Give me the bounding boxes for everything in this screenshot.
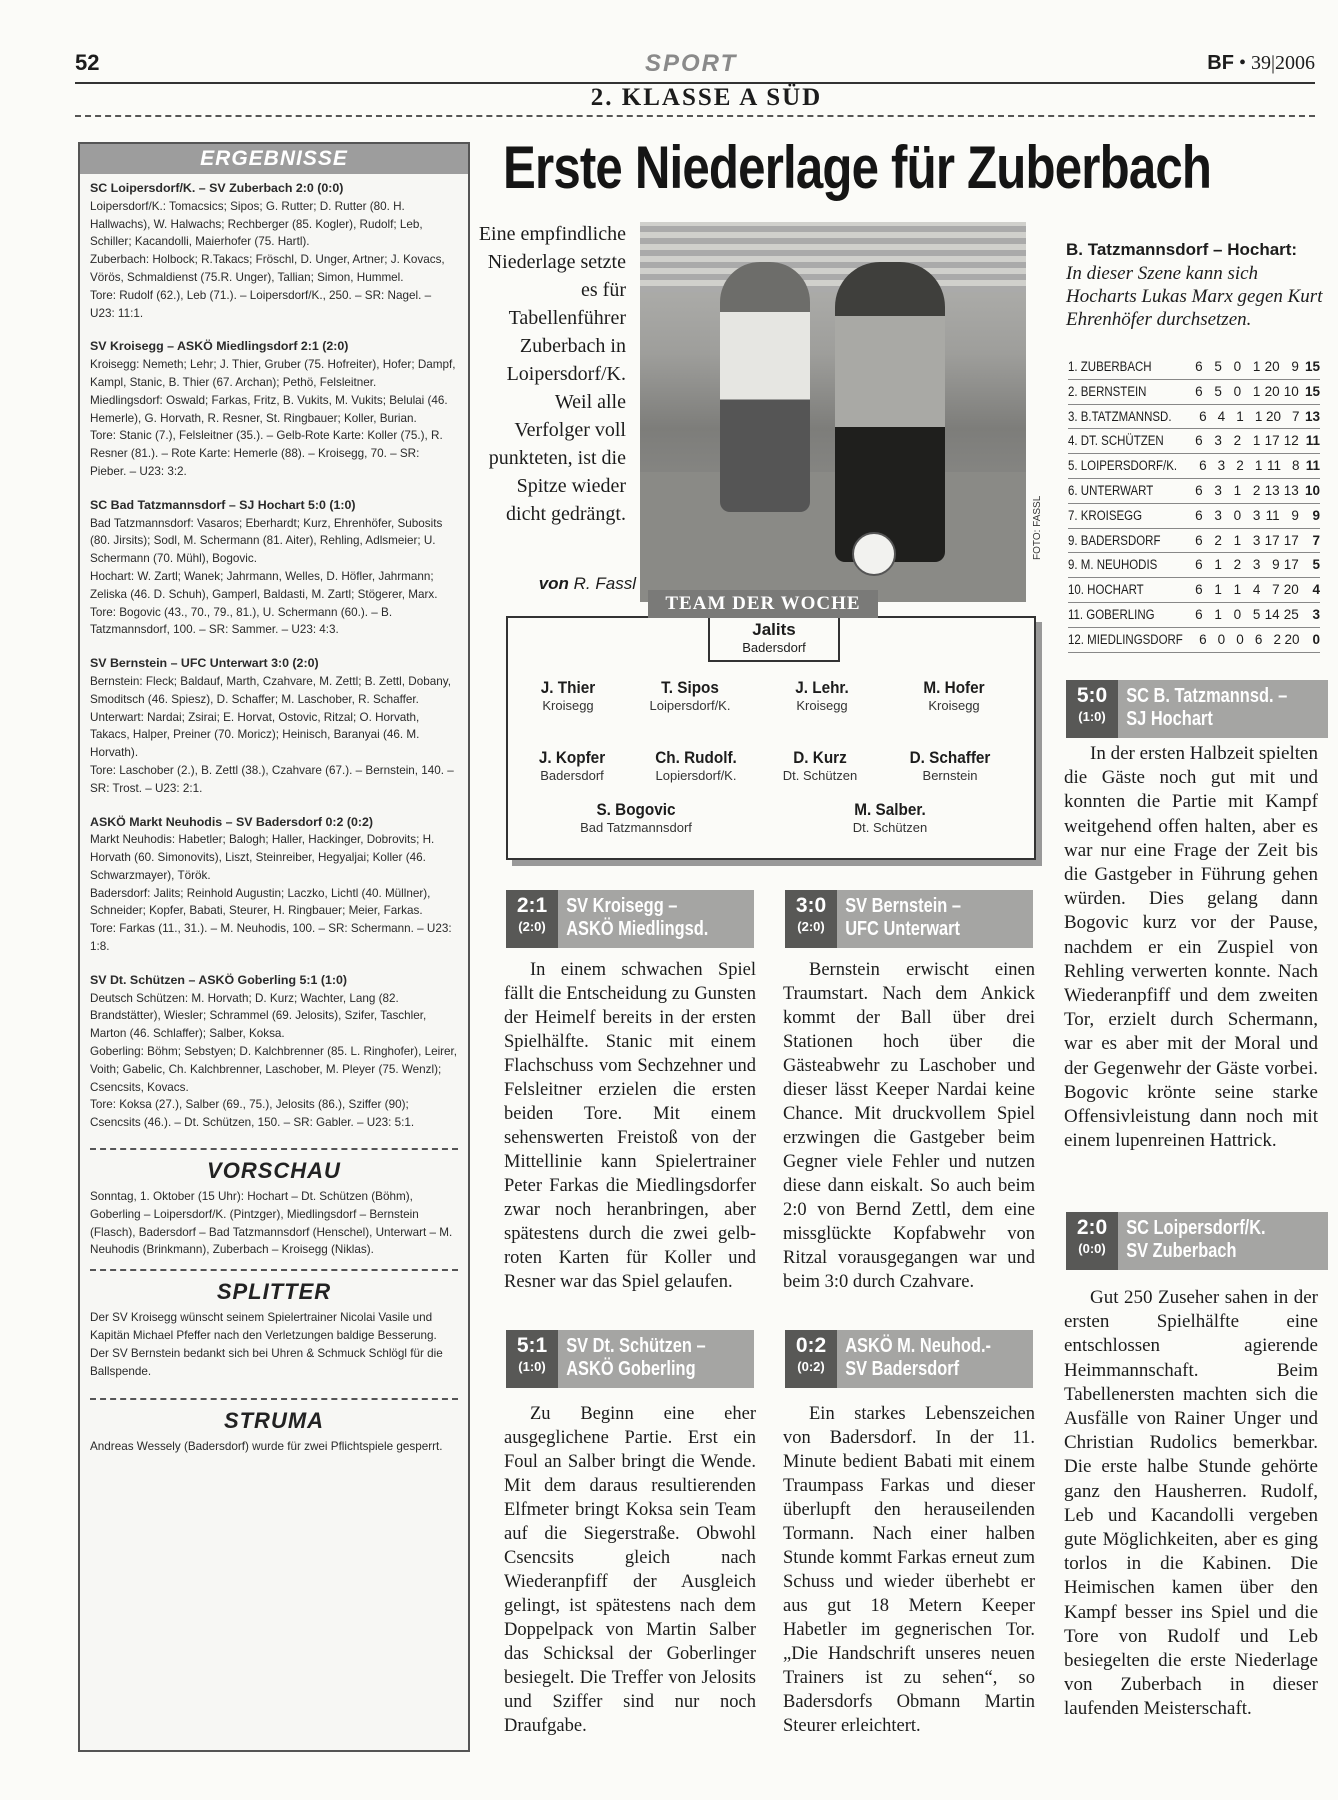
standings-u: 1 bbox=[1233, 482, 1242, 498]
standings-points: 15 bbox=[1304, 359, 1320, 374]
player bbox=[566, 800, 706, 835]
standings-team bbox=[1068, 504, 1166, 528]
standings-gf: 20 bbox=[1265, 408, 1281, 424]
standings-u: 0 bbox=[1236, 631, 1244, 647]
standings-ga: 17 bbox=[1283, 557, 1299, 573]
report-teams bbox=[837, 890, 961, 948]
standings-team-name: ZUBERBACH bbox=[1080, 359, 1152, 374]
player bbox=[626, 748, 766, 783]
team-of-week-title: TEAM DER WOCHE bbox=[648, 590, 878, 618]
standings-ga: 10 bbox=[1283, 383, 1299, 399]
standings-team bbox=[1068, 578, 1166, 602]
report-score bbox=[1066, 1212, 1118, 1270]
lineup-home: Bernstein: Fleck; Baldauf, Marth, Czahvare, M. Zettl; B. Zettl, Dobany, Smoditsch (46. Spiesz), D. Schaffer; M. Laschober, R. Schaffer. bbox=[90, 674, 451, 706]
away-team: SJ Hochart bbox=[1126, 708, 1213, 730]
standings-n: 4 bbox=[1252, 582, 1261, 598]
player-club: Badersdorf bbox=[540, 768, 604, 783]
half-score: (0:0) bbox=[1078, 1241, 1106, 1256]
report-teams bbox=[558, 1330, 706, 1388]
standings-ga: 9 bbox=[1291, 359, 1299, 374]
half-score: (2:0) bbox=[518, 919, 546, 934]
standings-points: 9 bbox=[1312, 507, 1320, 523]
struma-section bbox=[90, 1398, 458, 1456]
match-result bbox=[90, 655, 458, 797]
report-text bbox=[783, 958, 1035, 1294]
standings-team bbox=[1068, 529, 1166, 553]
standings-sp: 6 bbox=[1195, 433, 1203, 449]
goalkeeper-box bbox=[708, 618, 840, 662]
standings-row bbox=[1068, 355, 1320, 380]
standings-u: 1 bbox=[1236, 408, 1244, 424]
publication-name: BF bbox=[1207, 52, 1234, 74]
standings-u: 0 bbox=[1233, 359, 1242, 374]
photo-ball bbox=[852, 532, 896, 576]
photo-player-right bbox=[835, 262, 945, 562]
standings-team-name: HOCHART bbox=[1087, 582, 1144, 598]
photo-pitch bbox=[640, 472, 1026, 602]
standings-ga: 20 bbox=[1284, 631, 1300, 647]
standings-row bbox=[1068, 479, 1320, 504]
home-team: SV Bernstein – bbox=[845, 895, 961, 917]
report-text bbox=[783, 1402, 1035, 1738]
photo-credit: FOTO: FASSL bbox=[1032, 495, 1043, 560]
standings-team-name: BERNSTEIN bbox=[1080, 383, 1147, 399]
player-name: J. Thier bbox=[540, 678, 596, 697]
struma-text: Andreas Wessely (Badersdorf) wurde für zwei Pflichtspiele gesperrt. bbox=[90, 1440, 443, 1454]
standings-rank: 11. bbox=[1068, 606, 1084, 622]
lineup-home: Bad Tatzmannsdorf: Vasaros; Eberhardt; Kurz, Ehrenhöfer, Subosits (80. Jirsits); Sodl, M. Schermann (81. Aiter), Rehling, Adlsmeier; U. Schermann (70. Mühl), Bogovic. bbox=[90, 516, 443, 566]
splitter-title: SPLITTER bbox=[216, 1279, 332, 1305]
match-goals: Tore: Stanic (7.), Felsleitner (35.). – Gelb-Rote Karte: Koller (75.), R. Resner (81.). – Rote Karte: Hemerle (88). – Kroisegg, 70. – SR: Pieber. – U23: 3:2. bbox=[90, 429, 443, 478]
report-text bbox=[1064, 742, 1318, 1153]
home-team: SV Dt. Schützen – bbox=[566, 1335, 706, 1357]
page-header bbox=[75, 50, 1315, 82]
standings-team bbox=[1068, 454, 1178, 478]
standings-points: 7 bbox=[1312, 532, 1320, 548]
standings-gf: 2 bbox=[1273, 631, 1281, 647]
standings-sp: 6 bbox=[1199, 631, 1207, 647]
standings-points: 5 bbox=[1312, 557, 1320, 573]
lineup-away: Unterwart: Nardai; Zsirai; E. Horvat, Ostovic, Ritzal; O. Horvath, Takacs, Halper, Preiner (70. Moricz); Heinisch, Baranyai (46. M. Horvath). bbox=[90, 710, 420, 760]
standings-gf: 13 bbox=[1264, 482, 1280, 498]
report-teams bbox=[558, 890, 708, 948]
standings-points: 11 bbox=[1305, 433, 1320, 449]
match-goals: Tore: Bogovic (43., 70., 79., 81.), U. Schermann (60.). – B. Tatzmannsdorf, 100. – SR: Sammer. – U23: 4:3. bbox=[90, 605, 393, 637]
standings-sp: 6 bbox=[1195, 359, 1203, 374]
lineup-away: Badersdorf: Jalits; Reinhold Augustin; Laczko, Lichtl (40. Müllner), Schneider; Kopfer, Babati, Steurer, H. Ringbauer; Meier, Farkas. bbox=[90, 886, 431, 918]
issue-info bbox=[1207, 52, 1315, 75]
standings-row bbox=[1068, 405, 1320, 430]
report-body: Zu Beginn eine eher ausgeglichene Partie. Erst ein Foul an Salber bringt die Wende. Mit dem daraus resultierenden Elfmeter bringt Koksa sein Team auf die Siegerstraße. Obwohl Csencsits gleich nach Wiederanpfiff der Ausgleich gelingt, ist spätestens nach dem Doppelpack von Martin Salber das Schicksal der Goberlinger besiegelt. Die Treffer von Jelosits und Sziffer sind nur noch Draufgabe. bbox=[504, 1404, 756, 1736]
standings-row bbox=[1068, 603, 1320, 628]
standings-team-name: DT. SCHÜTZEN bbox=[1080, 433, 1164, 449]
results-title: ERGEBNISSE bbox=[80, 144, 468, 174]
lineup-home: Markt Neuhodis: Habetler; Balogh; Haller, Hackinger, Dobrovits; H. Horvath (60. Simonovits), Liszt, Steinreiber, Hegyaljai; Koller (46. Schwarzmayer), Török. bbox=[90, 833, 435, 882]
standings-ga: 17 bbox=[1283, 532, 1299, 548]
byline bbox=[478, 574, 636, 594]
standings-row bbox=[1068, 380, 1320, 405]
player-club: Bad Tatzmannsdorf bbox=[580, 820, 692, 835]
standings-points: 11 bbox=[1305, 458, 1321, 474]
standings-rank: 9. bbox=[1068, 532, 1078, 548]
separator: • bbox=[1238, 52, 1246, 74]
standings-rank: 7. bbox=[1068, 507, 1078, 523]
match-title: SV Bernstein – UFC Unterwart 3:0 (2:0) bbox=[90, 656, 319, 671]
standings-n: 6 bbox=[1254, 631, 1263, 647]
report-score bbox=[506, 1330, 558, 1388]
standings-team bbox=[1068, 628, 1183, 652]
preview-text: Sonntag, 1. Oktober (15 Uhr): Hochart – Dt. Schützen (Böhm), Goberling – Loipersdorf/K. (Pintzger), Miedlingsdorf – Bernstein (Flasch), Badersdorf – Bad Tatzmannsdorf (Henschel), Unterwart – M. Neuhodis (Brinkmann), Zuberbach – Kroisegg (Niklas). bbox=[90, 1190, 453, 1257]
standings-team-name: MIEDLINGSDORF bbox=[1087, 631, 1183, 647]
standings-s: 2 bbox=[1214, 532, 1222, 548]
standings-s: 1 bbox=[1214, 582, 1222, 598]
player-name: J. Kopfer bbox=[538, 748, 606, 767]
standings-u: 2 bbox=[1233, 433, 1242, 449]
standings-team-name: BADERSDORF bbox=[1080, 532, 1161, 548]
report-body: Ein starkes Lebenszeichen von Badersdorf. In der 11. Minute bedient Babati mit einem Traumpass Farkas und dieser überlupft den herauseilenden Tormann. Nach einer halben Stunde kommt Farkas erneut zum Schuss und wieder überhebt er aus gut 18 Metern Keeper Habetler im gegnerischen Tor. „Die Handschrift unseres neuen Trainers ist zu sehen“, so Badersdorfs Obmann Martin Steurer erleichtert. bbox=[783, 1404, 1035, 1736]
standings-ga: 9 bbox=[1291, 507, 1299, 523]
lineup-away: Hochart: W. Zartl; Wanek; Jahrmann, Welles, D. Höfler, Jahrmann; Zeliska (46. D. Schuh), Gamperl, Baldasti, M. Zartl; Stögerer, Marx. bbox=[90, 569, 438, 601]
player-name: S. Bogovic bbox=[596, 800, 676, 819]
standings-points: 3 bbox=[1312, 606, 1320, 622]
standings-points: 13 bbox=[1304, 408, 1321, 424]
lineup-away: Zuberbach: Holbock; R.Takacs; Fröschl, D. Unger, Artner; J. Kovacs, Vörös, Schmaldienst (75.R. Unger), Tallian; Simon, Hummel. bbox=[90, 253, 445, 284]
standings-gf: 17 bbox=[1264, 433, 1280, 449]
standings-ga: 12 bbox=[1283, 433, 1299, 449]
standings-u: 1 bbox=[1233, 532, 1242, 548]
match-result bbox=[90, 338, 458, 480]
standings-n: 3 bbox=[1252, 557, 1261, 573]
league-title: 2. KLASSE A SÜD bbox=[590, 84, 823, 111]
standings-n: 1 bbox=[1252, 359, 1261, 374]
player bbox=[820, 800, 960, 835]
standings-n: 1 bbox=[1252, 433, 1261, 449]
standings-rank: 3. bbox=[1068, 408, 1078, 424]
player-club: Dt. Schützen bbox=[782, 768, 858, 783]
standings-rank: 5. bbox=[1068, 458, 1078, 474]
standings-team bbox=[1068, 355, 1166, 379]
standings-rank: 9. bbox=[1068, 557, 1078, 573]
standings-s: 3 bbox=[1214, 433, 1222, 449]
standings-gf: 14 bbox=[1264, 606, 1280, 622]
lineup-home: Kroisegg: Nemeth; Lehr; J. Thier, Gruber (75. Hofreiter), Hofer; Dampf, Kampl, Stanic, B. Thier (67. Archan); Pethö, Felsleitner. bbox=[90, 358, 456, 389]
standings-team bbox=[1068, 603, 1166, 627]
standings-u: 2 bbox=[1236, 458, 1244, 474]
standings-team bbox=[1068, 380, 1166, 404]
away-team: ASKÖ Goberling bbox=[566, 1358, 696, 1380]
match-title: ASKÖ Markt Neuhodis – SV Badersdorf 0:2 (0:2) bbox=[90, 814, 373, 829]
standings-gf: 20 bbox=[1264, 383, 1280, 399]
standings-s: 3 bbox=[1214, 507, 1222, 523]
standings-team-name: KROISEGG bbox=[1080, 507, 1142, 523]
player bbox=[884, 678, 1024, 713]
standings-row bbox=[1068, 628, 1320, 653]
standings-gf: 20 bbox=[1264, 359, 1280, 374]
final-score: 5:0 bbox=[1076, 684, 1108, 707]
match-title: SC Loipersdorf/K. – SV Zuberbach 2:0 (0:0) bbox=[90, 181, 344, 195]
standings-rank: 12. bbox=[1068, 631, 1084, 647]
photo-player-left bbox=[720, 262, 810, 512]
player-club: Kroisegg bbox=[796, 698, 848, 713]
standings-team-name: M. NEUHODIS bbox=[1080, 557, 1158, 573]
player-name: D. Kurz bbox=[793, 748, 847, 767]
standings-ga: 13 bbox=[1283, 482, 1299, 498]
match-title: SV Kroisegg – ASKÖ Miedlingsdorf 2:1 (2:0) bbox=[90, 339, 349, 354]
standings-ga: 7 bbox=[1292, 408, 1300, 424]
byline-author: R. Fassl bbox=[573, 574, 636, 593]
standings-n: 2 bbox=[1252, 482, 1261, 498]
standings-points: 4 bbox=[1312, 582, 1320, 598]
standings-n: 5 bbox=[1252, 606, 1261, 622]
photo-stands bbox=[640, 222, 1026, 292]
lineup-away: Miedlingsdorf: Oswald; Farkas, Fritz, B. Vukits, M. Vukits; Belulai (46. Hemerle), G. Horvath, R. Resner, St. Ringbauer; Koller, Burian. bbox=[90, 393, 448, 425]
match-photo bbox=[640, 222, 1026, 598]
photo-caption bbox=[1066, 240, 1328, 331]
preview-title: VORSCHAU bbox=[207, 1158, 341, 1184]
player bbox=[620, 678, 760, 713]
half-score: (2:0) bbox=[797, 919, 825, 934]
standings-row bbox=[1068, 504, 1320, 529]
player bbox=[498, 678, 638, 713]
goalkeeper-club: Badersdorf bbox=[742, 640, 806, 655]
report-body: Bernstein erwischt einen Traumstart. Nach dem Ankick kommt der Ball über drei Stationen hoch über die Gästeabwehr zu Laschober und dieser lässt Keeper Nardai keine Chance. Mit druckvollem Spiel erzwingen die Gastgeber beim Gegner viele Fehler und nutzen diese dann eiskalt. So auch beim 2:0 von Bernd Zettl, dem eine missglückte Kopfabwehr von Ritzal vorausgegangen war und beim 3:0 durch Czahvare. bbox=[783, 960, 1035, 1292]
report-body: In einem schwachen Spiel fällt die Entscheidung zu Gunsten der Heimelf bereits in der ersten Spielhälfte. Stanic mit einem Flachschuss vom Sechzehner und Felsleitner erzielen die ersten beiden Tore. Mit einem sehenswerten Freistoß von der Mittellinie kann Spielertrainer Peter Farkas die Miedlingsdorfer zwar noch heranbringen, aber spätestens durch die zwei gelb-roten Karten für Koller und Resner war das Spiel gelaufen. bbox=[504, 960, 756, 1292]
standings-gf: 11 bbox=[1265, 507, 1280, 523]
match-goals: Tore: Koksa (27.), Salber (69., 75.), Jelosits (86.), Sziffer (90); Csencsits (46.). – Dt. Schützen, 150. – SR: Gabler. – U23: 5:1. bbox=[90, 1098, 415, 1130]
away-team: SV Badersdorf bbox=[845, 1358, 960, 1380]
standings-points: 10 bbox=[1304, 482, 1320, 498]
report-score bbox=[1066, 680, 1118, 738]
standings-team-name: UNTERWART bbox=[1080, 482, 1154, 498]
standings-sp: 6 bbox=[1199, 458, 1207, 474]
article-intro: Eine empfindliche Niederlage setzte es für Tabellenführer Zuberbach in Loipersdorf/K. Weil alle Verfolger voll punkteten, ist die Spitze wieder dicht gedrängt. bbox=[478, 223, 626, 525]
final-score: 2:0 bbox=[1076, 1216, 1108, 1239]
final-score: 5:1 bbox=[516, 1334, 548, 1357]
standings-s: 3 bbox=[1217, 458, 1226, 474]
struma-title: STRUMA bbox=[223, 1408, 325, 1434]
standings-team-name: LOIPERSDORF/K. bbox=[1080, 458, 1178, 474]
player-club: Lopiersdorf/K. bbox=[655, 768, 737, 783]
standings-ga: 8 bbox=[1292, 458, 1300, 474]
standings-row bbox=[1068, 454, 1320, 479]
standings-sp: 6 bbox=[1195, 482, 1203, 498]
standings-gf: 7 bbox=[1272, 582, 1280, 598]
away-team: ASKÖ Miedlingsd. bbox=[566, 918, 709, 940]
half-score: (0:2) bbox=[797, 1359, 825, 1374]
match-goals: Tore: Rudolf (62.), Leb (71.). – Loipersdorf/K., 250. – SR: Nagel. – U23: 11:1. bbox=[90, 288, 432, 320]
match-result bbox=[90, 497, 458, 639]
standings-gf: 9 bbox=[1272, 557, 1280, 573]
match-title: SV Dt. Schützen – ASKÖ Goberling 5:1 (1:0) bbox=[90, 972, 348, 987]
report-body: Gut 250 Zuseher sahen in der ersten Spielhälfte eine entschlossen agierende Heimmannschaft. Beim Tabellenersten machten sich die Ausfälle von Rainer Unger und Christian Rudolics bemerkbar. Die erste halbe Stunde gehörte ganz den Hausherren. Rudolf, Leb und Kacandolli vergeben gute Möglichkeiten, aber es ging torlos in die Kabinen. Die Heimischen kamen über den Kampf besser ins Spiel und die Tore von Rudolf und Leb besiegelten die erste Niederlage von Zuberbach in dieser laufenden Meisterschaft. bbox=[1064, 1287, 1318, 1720]
player-club: Loipersdorf/K. bbox=[649, 698, 731, 713]
away-team: SV Zuberbach bbox=[1126, 1240, 1237, 1262]
standings-table bbox=[1068, 355, 1320, 653]
results-box bbox=[78, 142, 470, 1752]
lineup-home: Loipersdorf/K.: Tomacsics; Sipos; G. Rutter; D. Rutter (80. H. Hallwachs), W. Halwachs; Rechberger (85. Kogler), Rudolf; Leb, Schiller; Kacandolli, Maierhofer (75. Hartl). bbox=[90, 199, 423, 249]
standings-team-name: GOBERLING bbox=[1086, 606, 1155, 622]
standings-team bbox=[1068, 429, 1166, 453]
player-name: J. Lehr. bbox=[795, 678, 849, 697]
standings-row bbox=[1068, 553, 1320, 578]
report-header bbox=[506, 1330, 754, 1388]
article-headline: Erste Niederlage für Zuberbach bbox=[503, 134, 1212, 201]
standings-team-name: B.TATZMANNSD. bbox=[1080, 408, 1172, 424]
standings-team bbox=[1068, 479, 1166, 503]
preview-section bbox=[90, 1148, 458, 1259]
standings-s: 3 bbox=[1214, 482, 1222, 498]
standings-n: 3 bbox=[1252, 507, 1261, 523]
half-score: (1:0) bbox=[1078, 709, 1106, 724]
splitter-text: Der SV Kroisegg wünscht seinem Spielertrainer Nicolai Vasile und Kapitän Michael Pfeffer nach den Verletzungen baldige Besserung. Der SV Bernstein bedankt sich bei Uhren & Schmuck Schlögl für die Ballspende. bbox=[90, 1311, 443, 1378]
standings-sp: 6 bbox=[1195, 606, 1203, 622]
player-name: Ch. Rudolf. bbox=[655, 748, 737, 767]
page-number: 52 bbox=[75, 50, 100, 75]
standings-sp: 6 bbox=[1195, 507, 1203, 523]
report-header bbox=[506, 890, 754, 948]
standings-s: 1 bbox=[1214, 606, 1222, 622]
standings-sp: 6 bbox=[1195, 557, 1203, 573]
report-header bbox=[1066, 1212, 1328, 1270]
standings-s: 0 bbox=[1217, 631, 1226, 647]
standings-row bbox=[1068, 529, 1320, 554]
player-name: D. Schaffer bbox=[909, 748, 991, 767]
standings-rank: 1. bbox=[1068, 359, 1078, 374]
standings-points: 15 bbox=[1304, 383, 1320, 399]
team-of-week bbox=[506, 593, 1036, 860]
issue-number: 39|2006 bbox=[1250, 52, 1315, 74]
match-result bbox=[90, 180, 458, 322]
player bbox=[750, 748, 890, 783]
report-header bbox=[785, 1330, 1033, 1388]
standings-team bbox=[1068, 553, 1166, 577]
away-team: UFC Unterwart bbox=[845, 918, 961, 940]
home-team: SV Kroisegg – bbox=[566, 895, 678, 917]
standings-u: 0 bbox=[1233, 383, 1242, 399]
standings-n: 3 bbox=[1252, 532, 1261, 548]
standings-n: 1 bbox=[1254, 408, 1263, 424]
home-team: ASKÖ M. Neuhod.- bbox=[845, 1335, 991, 1357]
report-body: In der ersten Halbzeit spielten die Gäste noch gut mit und konnten die Partie mit Kampf weitgehend offen halten, aber es war nur eine Frage der Zeit bis die Gastgeber in Führung gehen würden. Dies gelang dann Bogovic kurz vor der Pause, nachdem er ein Zuspiel von Rehling verwerten konnte. Nach Wiederanpfiff und dem zweiten Tor, erzielt durch Schermann, war es aber mit der Moral und der Gegenwehr der Gäste vorbei. Bogovic krönte seine starke Offensivleistung dann noch mit einem lupenreinen Hattrick. bbox=[1064, 743, 1318, 1152]
standings-row bbox=[1068, 429, 1320, 454]
player-club: Dt. Schützen bbox=[852, 820, 928, 835]
match-goals: Tore: Laschober (2.), B. Zettl (38.), Czahvare (67.). – Bernstein, 140. – SR: Trost. – U23: 2:1. bbox=[90, 763, 454, 795]
standings-u: 0 bbox=[1233, 606, 1242, 622]
standings-n: 1 bbox=[1252, 383, 1261, 399]
report-score bbox=[506, 890, 558, 948]
match-result bbox=[90, 972, 458, 1132]
report-score bbox=[785, 890, 837, 948]
standings-s: 5 bbox=[1214, 359, 1222, 374]
standings-rank: 6. bbox=[1068, 482, 1078, 498]
match-result bbox=[90, 814, 458, 956]
standings-points: 0 bbox=[1312, 631, 1321, 647]
final-score: 3:0 bbox=[795, 894, 827, 917]
report-teams bbox=[1118, 1212, 1266, 1270]
standings-n: 1 bbox=[1254, 458, 1263, 474]
player-name: M. Salber. bbox=[854, 800, 926, 819]
standings-team bbox=[1068, 405, 1170, 429]
report-teams bbox=[837, 1330, 991, 1388]
report-teams bbox=[1118, 680, 1287, 738]
half-score: (1:0) bbox=[518, 1359, 546, 1374]
standings-sp: 6 bbox=[1195, 532, 1203, 548]
match-goals: Tore: Farkas (11., 31.). – M. Neuhodis, 100. – SR: Schermann. – U23: 1:8. bbox=[90, 922, 452, 954]
report-text bbox=[504, 958, 756, 1294]
splitter-section bbox=[90, 1269, 458, 1380]
player-club: Kroisegg bbox=[928, 698, 980, 713]
section-title: SPORT bbox=[645, 50, 738, 77]
caption-title: B. Tatzmannsdorf – Hochart: bbox=[1066, 240, 1298, 259]
player-name: M. Hofer bbox=[923, 678, 985, 697]
standings-gf: 17 bbox=[1264, 532, 1280, 548]
final-score: 0:2 bbox=[795, 1334, 827, 1357]
standings-sp: 6 bbox=[1195, 582, 1203, 598]
player bbox=[502, 748, 642, 783]
results-list bbox=[90, 180, 458, 1132]
standings-gf: 11 bbox=[1266, 458, 1281, 474]
home-team: SC Loipersdorf/K. bbox=[1126, 1217, 1266, 1239]
standings-s: 4 bbox=[1217, 408, 1226, 424]
standings-row bbox=[1068, 578, 1320, 603]
player-club: Bernstein bbox=[922, 768, 978, 783]
lineup-home: Deutsch Schützen: M. Horvath; D. Kurz; Wachter, Lang (82. Brandstätter), Wiesler; Schrammel (69. Jelosits), Szifer, Taschler, Marton (46. Schlaffer); Salber, Koksa. bbox=[90, 991, 427, 1041]
goalkeeper-name: Jalits bbox=[752, 620, 796, 639]
standings-sp: 6 bbox=[1199, 408, 1207, 424]
home-team: SC B. Tatzmannsd. – bbox=[1126, 685, 1288, 707]
player bbox=[880, 748, 1020, 783]
report-text bbox=[504, 1402, 756, 1738]
player-name: T. Sipos bbox=[661, 678, 719, 697]
caption-text: In dieser Szene kann sich Hocharts Lukas Marx gegen Kurt Ehrenhöfer durchsetzen. bbox=[1066, 263, 1323, 330]
standings-ga: 25 bbox=[1283, 606, 1299, 622]
header-divider bbox=[75, 115, 1315, 117]
standings-sp: 6 bbox=[1195, 383, 1203, 399]
standings-u: 2 bbox=[1233, 557, 1242, 573]
match-title: SC Bad Tatzmannsdorf – SJ Hochart 5:0 (1:0) bbox=[90, 497, 356, 512]
standings-s: 5 bbox=[1214, 383, 1222, 399]
report-header bbox=[785, 890, 1033, 948]
byline-prefix: von bbox=[538, 574, 569, 593]
lineup-away: Goberling: Böhm; Sebstyen; D. Kalchbrenner (85. L. Ringhofer), Leirer, Voith; Gabelic, Ch. Kalchbrenner, Laschober, M. Pleyer (75. Wenzl); Csencsits, Kovacs. bbox=[90, 1045, 458, 1094]
report-text bbox=[1064, 1286, 1318, 1722]
standings-rank: 2. bbox=[1068, 383, 1078, 399]
report-score bbox=[785, 1330, 837, 1388]
player-club: Kroisegg bbox=[542, 698, 594, 713]
report-header bbox=[1066, 680, 1328, 738]
player bbox=[752, 678, 892, 713]
standings-u: 0 bbox=[1233, 507, 1242, 523]
standings-u: 1 bbox=[1233, 582, 1242, 598]
standings-rank: 10. bbox=[1068, 582, 1084, 598]
standings-s: 1 bbox=[1214, 557, 1222, 573]
final-score: 2:1 bbox=[516, 894, 548, 917]
standings-ga: 20 bbox=[1283, 582, 1299, 598]
standings-rank: 4. bbox=[1068, 433, 1078, 449]
